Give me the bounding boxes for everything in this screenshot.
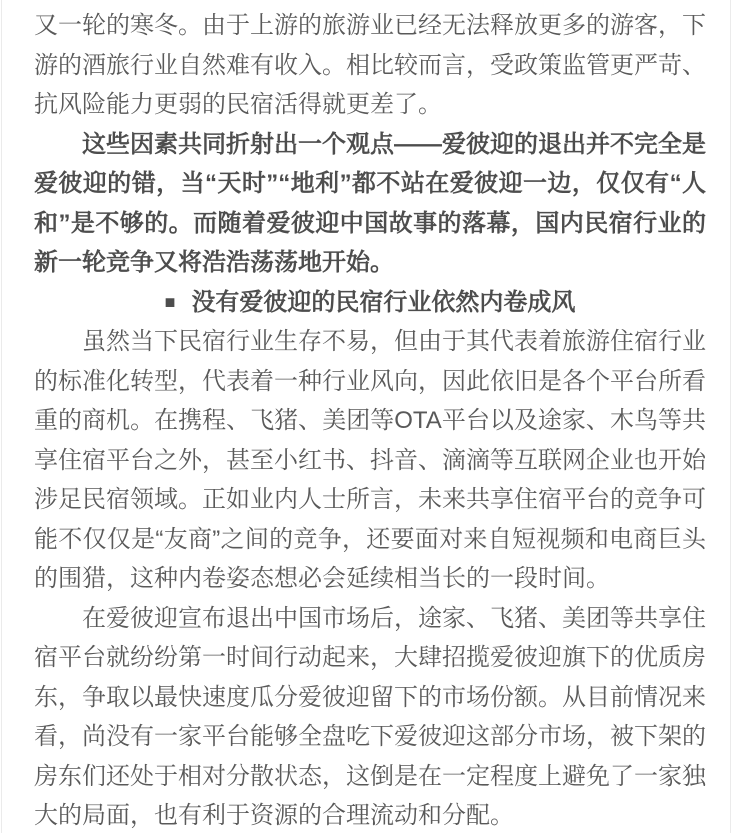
paragraph-cold-winter: 又一轮的寒冬。由于上游的旅游业已经无法释放更多的游客，下游的酒旅行业自然难有收入。相比较而言，受政策监管更严苛、抗风险能力更弱的民宿活得就更差了。 — [34, 12, 706, 118]
article-body — [34, 0, 706, 833]
square-bullet-icon: ■ — [164, 291, 176, 312]
section-heading — [34, 283, 706, 323]
right-edge-divider — [730, 0, 731, 833]
paragraph-market-share-grab: 在爱彼迎宣布退出中国市场后，途家、飞猪、美团等共享住宿平台就纷纷第一时间行动起来，大肆招揽爱彼迎旗下的优质房东，争取以最快速度瓜分爱彼迎留下的市场份额。从目前情况来看，尚没有一家平台能够全盘吃下爱彼迎这部分市场，被下架的房东们还处于相对分散状态，这倒是在一定程度上避免了一家独大的局面，也有利于资源的合理流动和分配。 — [34, 604, 706, 829]
left-edge-divider — [1, 0, 2, 833]
section-heading-text: 没有爱彼迎的民宿行业依然内卷成风 — [191, 288, 576, 316]
paragraph-industry-involution: 虽然当下民宿行业生存不易，但由于其代表着旅游住宿行业的标准化转型，代表着一种行业风向，因此依旧是各个平台所看重的商机。在携程、飞猪、美团等OTA平台以及途家、木鸟等共享住宿平台之外，甚至小红书、抖音、滴滴等互联网企业也开始涉足民宿领域。正如业内人士所言，未来共享住宿平台的竞争可能不仅仅是“友商”之间的竞争，还要面对来自短视频和电商巨头的围猎，这种内卷姿态想必会延续相当长的一段时间。 — [34, 328, 706, 592]
paragraph-viewpoint-bold: 这些因素共同折射出一个观点——爱彼迎的退出并不完全是爱彼迎的错，当“天时”“地利”都不站在爱彼迎一边，仅仅有“人和”是不够的。而随着爱彼迎中国故事的落幕，国内民宿行业的新一轮竞争又将浩浩荡荡地开始。 — [34, 130, 706, 276]
